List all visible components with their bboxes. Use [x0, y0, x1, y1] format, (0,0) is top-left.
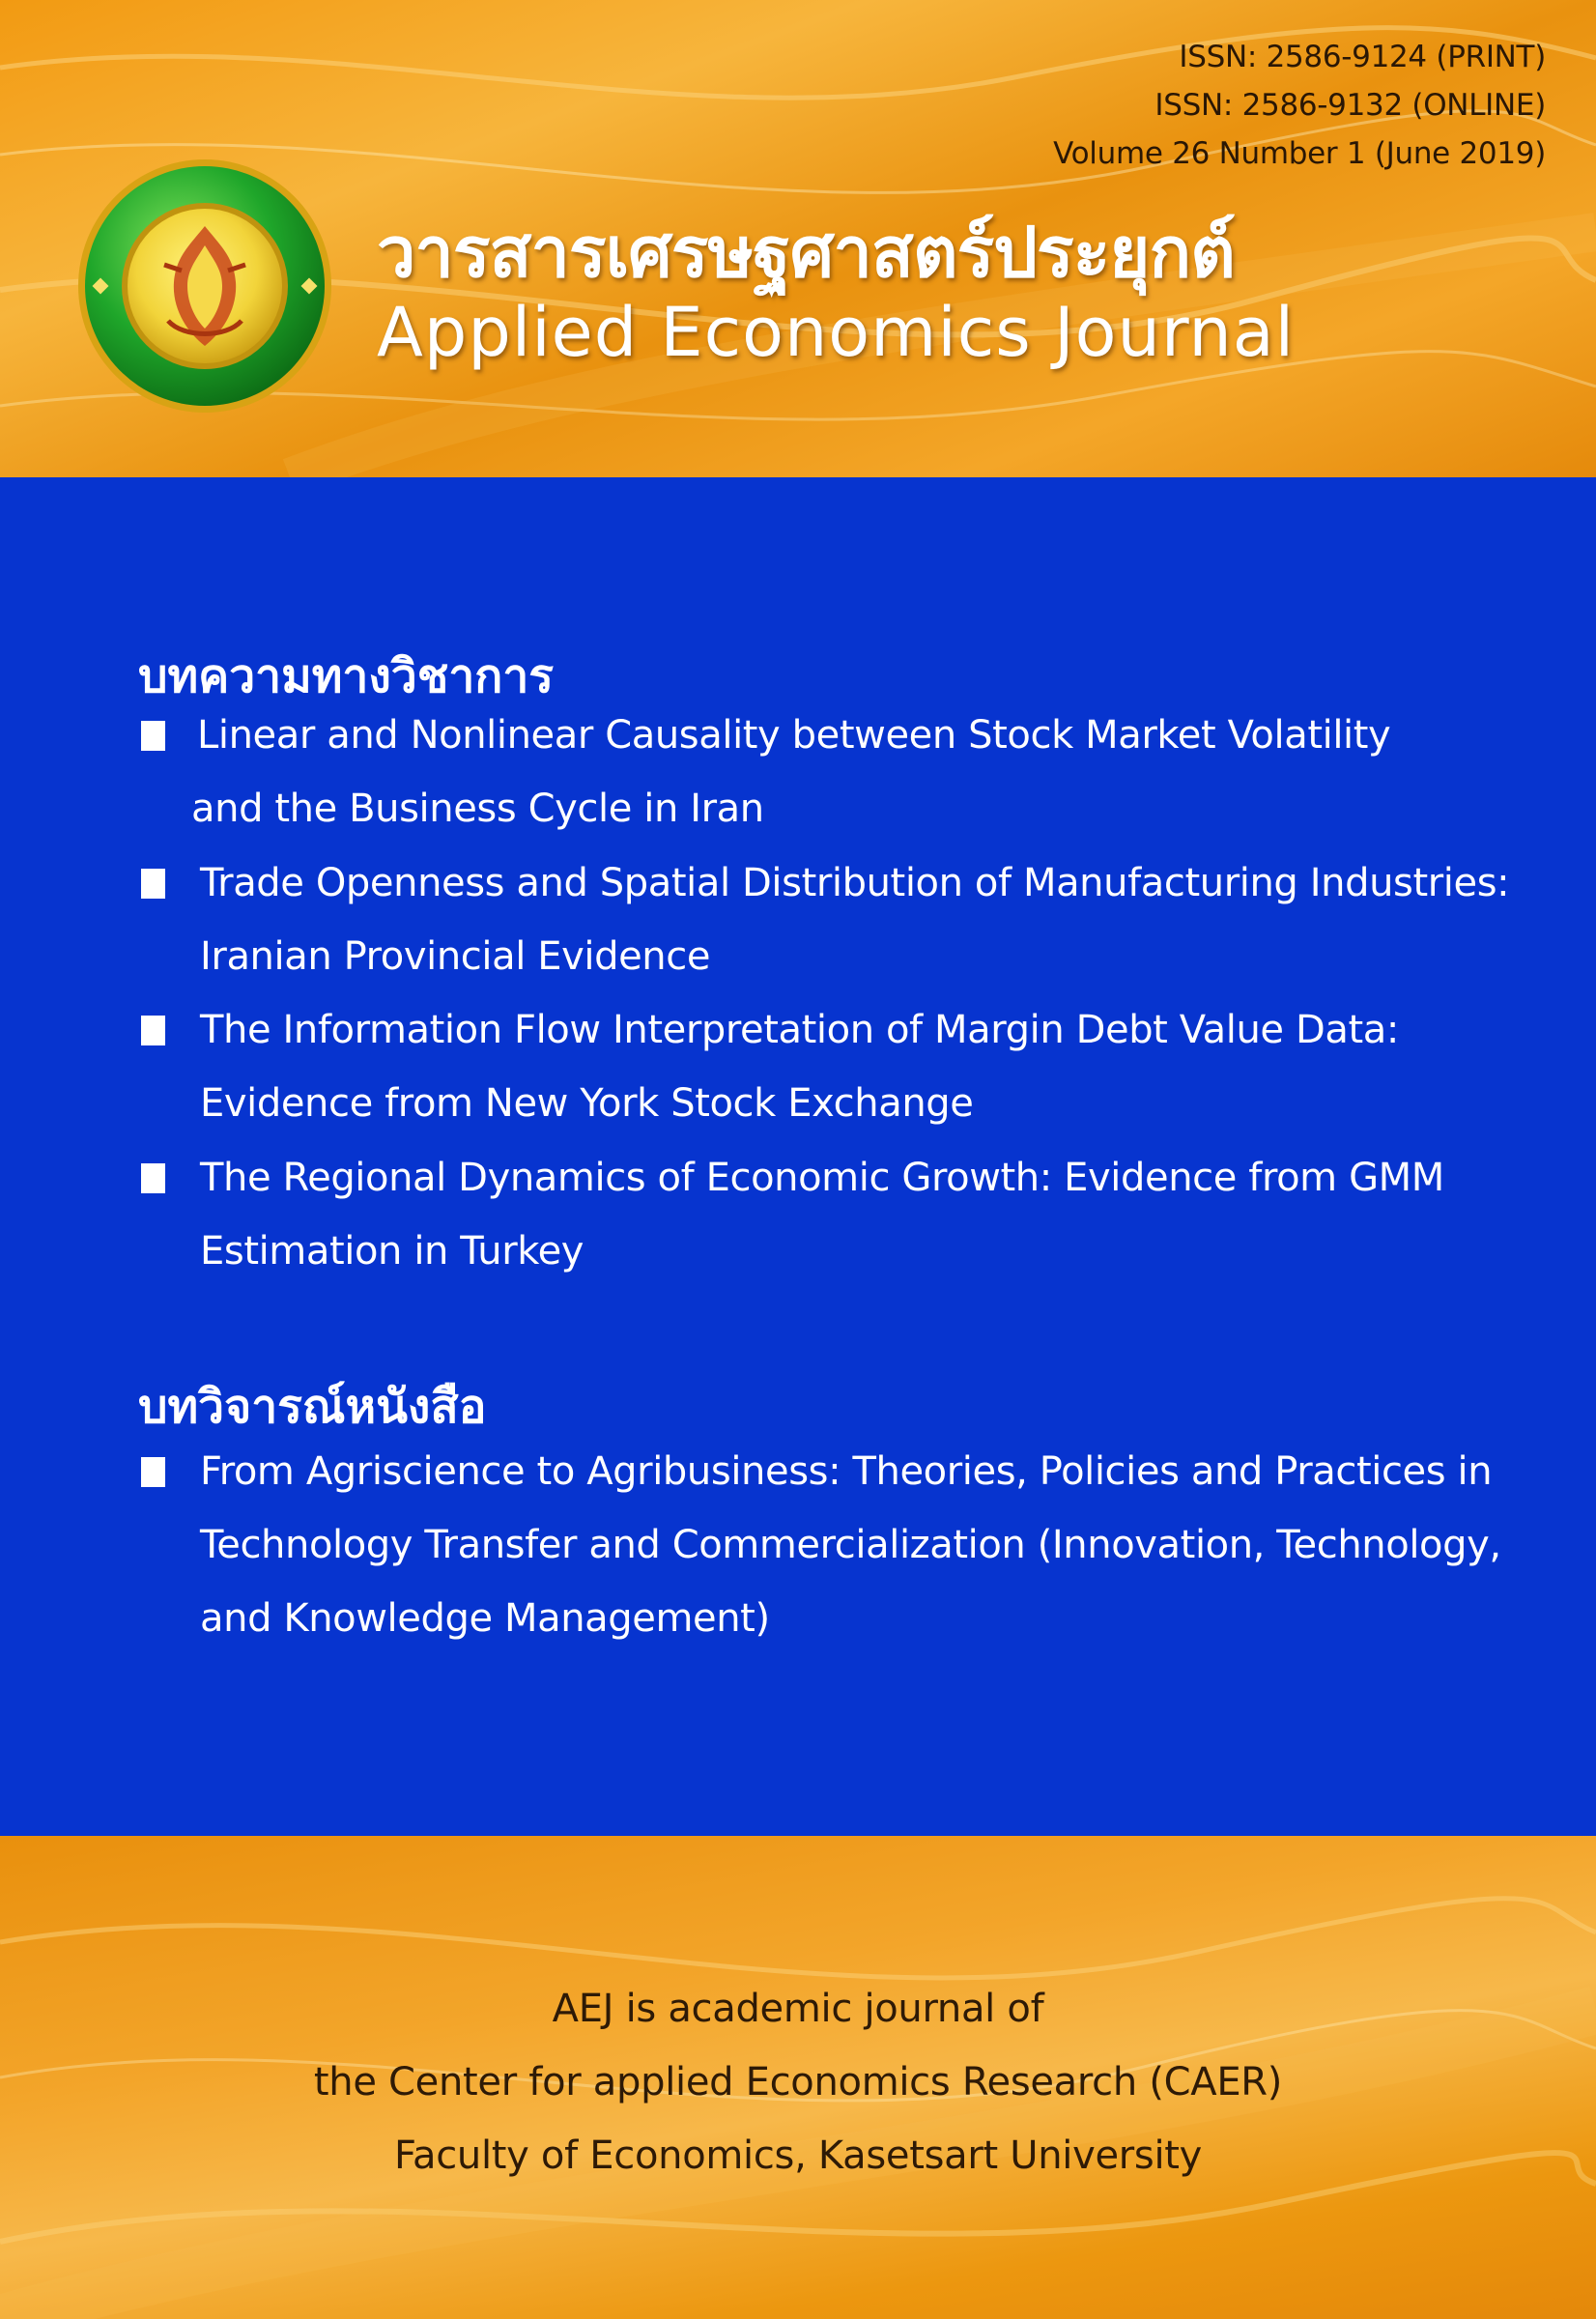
- volume-info: Volume 26 Number 1 (June 2019): [1053, 136, 1546, 171]
- cover-header-band: [0, 0, 1596, 477]
- bullet-square-icon: [141, 1163, 165, 1193]
- bullet-square-icon: [141, 721, 165, 751]
- cover-footer-band: [0, 1836, 1596, 2319]
- issn-print: ISSN: 2586-9124 (PRINT): [1179, 40, 1546, 74]
- section-heading-book-review: บทวิจารณ์หนังสือ: [138, 1380, 487, 1434]
- issn-info: [1053, 33, 1546, 178]
- journal-title-english: Applied Economics Journal: [377, 293, 1296, 372]
- footer-line: the Center for applied Economics Research (CAER): [313, 2060, 1283, 2104]
- bullet-square-icon: [141, 1016, 165, 1045]
- article-title-line: From Agriscience to Agribusiness: Theories, Policies and Practices in: [200, 1449, 1493, 1494]
- section-heading-articles: บทความทางวิชาการ: [138, 649, 555, 703]
- article-title-line: The Regional Dynamics of Economic Growth: Evidence from GMM: [200, 1156, 1444, 1200]
- footer-line: Faculty of Economics, Kasetsart University: [393, 2133, 1203, 2178]
- article-title-line: The Information Flow Interpretation of Margin Debt Value Data:: [200, 1008, 1399, 1052]
- article-title-line: Linear and Nonlinear Causality between Stock Market Volatility: [197, 713, 1391, 758]
- article-title-line: Trade Openness and Spatial Distribution of Manufacturing Industries:: [200, 861, 1510, 905]
- article-title-line: and the Business Cycle in Iran: [191, 787, 764, 831]
- issn-online: ISSN: 2586-9132 (ONLINE): [1154, 88, 1546, 123]
- bullet-square-icon: [141, 1457, 165, 1487]
- article-title-line: Evidence from New York Stock Exchange: [200, 1081, 974, 1126]
- footer-line: AEJ is academic journal of: [552, 1987, 1044, 2031]
- university-seal-icon: [75, 157, 334, 415]
- article-title-line: Estimation in Turkey: [200, 1229, 584, 1274]
- article-title-line: Iranian Provincial Evidence: [200, 934, 711, 979]
- contents-panel: [0, 477, 1596, 1836]
- journal-title-thai: วารสารเศรษฐศาสตร์ประยุกต์: [377, 212, 1235, 293]
- article-title-line: and Knowledge Management): [200, 1596, 770, 1641]
- article-title-line: Technology Transfer and Commercialization (Innovation, Technology,: [200, 1523, 1501, 1567]
- bullet-square-icon: [141, 869, 165, 899]
